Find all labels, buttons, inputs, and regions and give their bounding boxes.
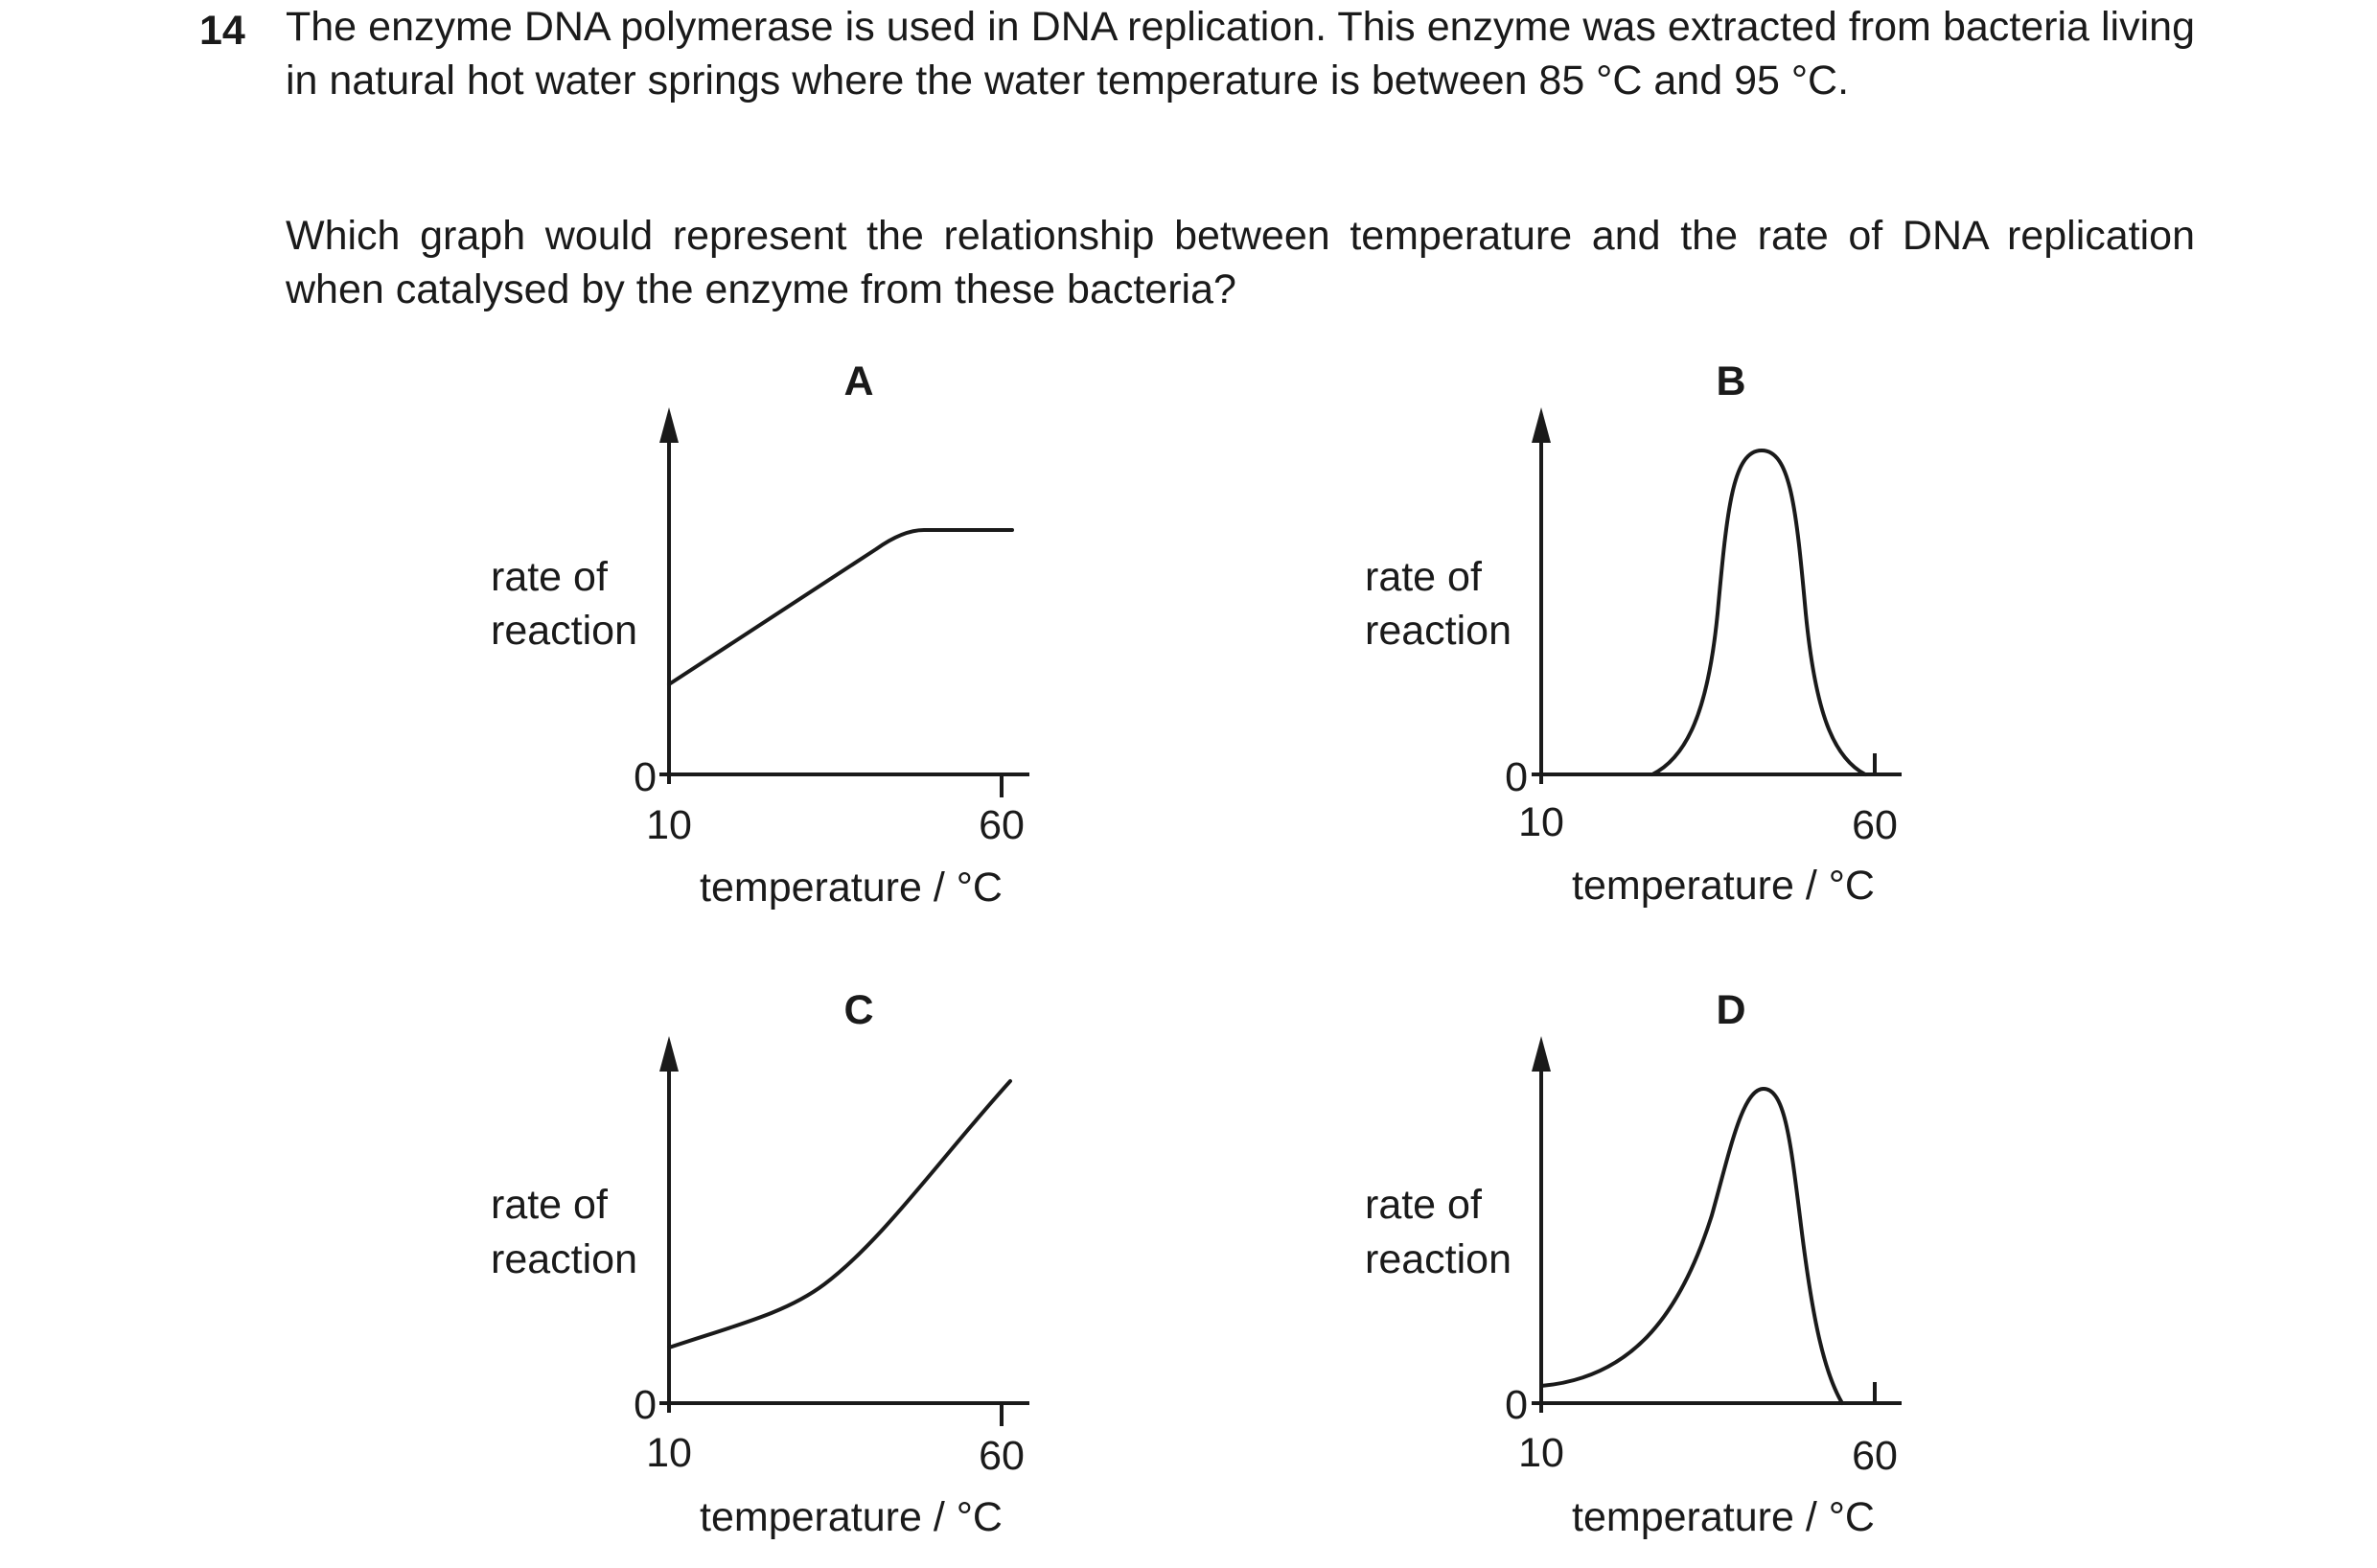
question-number: 14 [199,8,245,54]
x-tick-label: 10 [1518,799,1564,845]
option-letter: B [1716,358,1746,404]
rate-curve [1541,1089,1842,1403]
y-zero-label: 0 [634,754,657,800]
y-axis-label: rate of [1365,554,1482,600]
y-zero-label: 0 [1505,1382,1528,1428]
y-axis-arrow-icon [659,1036,679,1072]
y-zero-label: 0 [634,1382,657,1428]
y-axis-label: reaction [491,1236,637,1282]
x-axis-label: temperature / °C [1572,1494,1875,1540]
x-tick-label: 10 [646,802,692,848]
x-axis-label: temperature / °C [700,865,1003,911]
x-tick-label: 60 [979,1433,1025,1479]
question-prompt: Which graph would represent the relationship between temperature and the rate of DNA replication when catalysed by the enzyme from these bacteria? [286,213,2195,312]
y-axis-label: reaction [1365,1236,1512,1282]
x-axis-label: temperature / °C [700,1494,1003,1540]
y-axis-label: reaction [491,608,637,654]
y-axis-label: rate of [491,1182,608,1228]
x-axis-label: temperature / °C [1572,863,1875,909]
option-letter: D [1716,987,1746,1033]
graph-option-d[interactable] [1365,987,1902,1540]
x-tick-label: 10 [1518,1430,1564,1476]
y-axis-label: reaction [1365,608,1512,654]
y-axis-arrow-icon [1532,407,1551,443]
rate-curve [669,1081,1010,1348]
graph-option-b[interactable] [1365,358,1902,909]
graph-option-a[interactable] [491,358,1029,911]
y-axis-arrow-icon [1532,1036,1551,1072]
x-tick-label: 60 [979,802,1025,848]
rate-curve [669,530,1012,684]
y-axis-arrow-icon [659,407,679,443]
option-letter: C [843,987,874,1033]
x-tick-label: 60 [1852,1433,1898,1479]
x-tick-label: 10 [646,1430,692,1476]
y-axis-label: rate of [491,554,608,600]
question-stem: The enzyme DNA polymerase is used in DNA replication. This enzyme was extracted from bacteria living in natural hot water springs where the water temperature is between 85 °C and 95 °C. [286,4,2195,104]
option-letter: A [843,358,874,404]
x-tick-label: 60 [1852,802,1898,848]
y-axis-label: rate of [1365,1182,1482,1228]
y-zero-label: 0 [1505,754,1528,800]
rate-curve [1652,450,1865,774]
graph-option-c[interactable] [491,987,1029,1540]
